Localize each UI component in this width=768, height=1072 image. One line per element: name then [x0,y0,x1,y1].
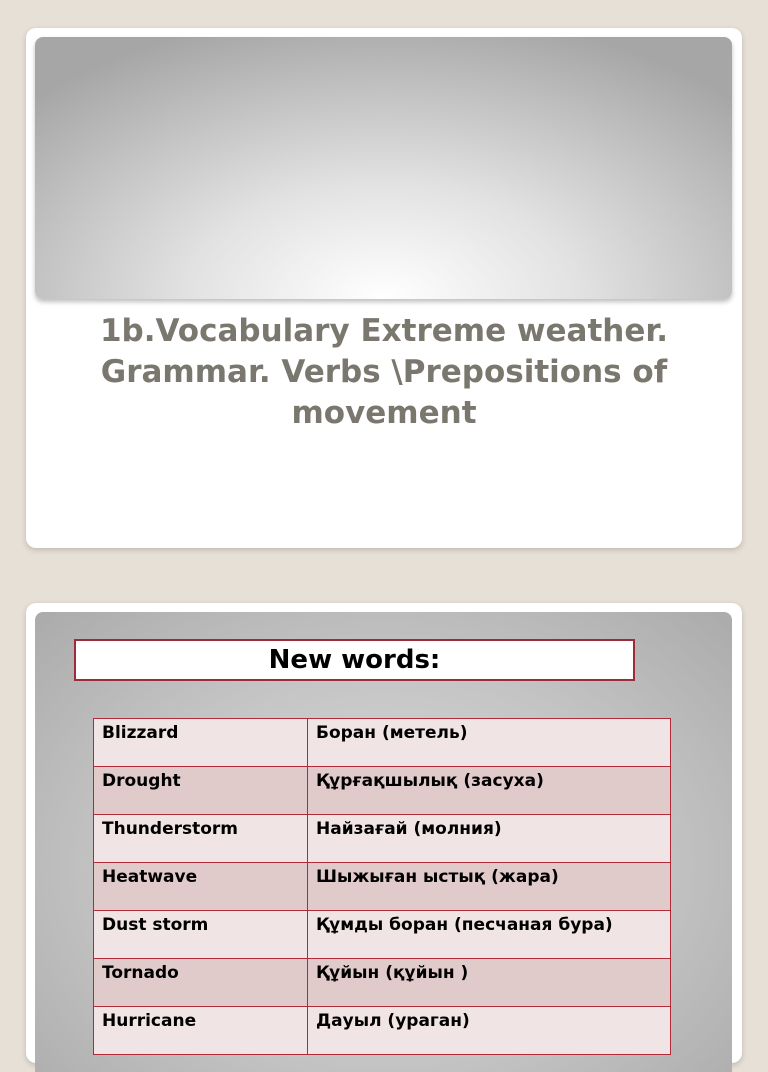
translation-cell: Дауыл (ураган) [308,1007,671,1055]
translation-cell: Боран (метель) [308,719,671,767]
english-word-cell: Blizzard [94,719,308,767]
slide-title: 1b.Vocabulary Extreme weather. Grammar. Verbs \Prepositions of movement [99,313,669,431]
english-word-cell: Hurricane [94,1007,308,1055]
translation-cell: Құрғақшылық (засуха) [308,767,671,815]
translation-cell: Шыжыған ыстық (жара) [308,863,671,911]
table-row [94,959,671,1007]
english-word-cell: Dust storm [94,911,308,959]
english-word-cell: Heatwave [94,863,308,911]
table-row [94,911,671,959]
new-words-heading: New words: [74,639,635,681]
title-banner [35,37,732,299]
table-row [94,719,671,767]
translation-cell: Құйын (құйын ) [308,959,671,1007]
table-row [94,1007,671,1055]
english-word-cell: Drought [94,767,308,815]
translation-cell: Найзағай (молния) [308,815,671,863]
vocabulary-panel [35,612,732,1072]
vocabulary-table [93,718,671,1055]
title-slide [26,28,742,548]
vocabulary-slide [26,603,742,1063]
table-row [94,815,671,863]
table-row [94,767,671,815]
english-word-cell: Tornado [94,959,308,1007]
english-word-cell: Thunderstorm [94,815,308,863]
translation-cell: Құмды боран (песчаная бура) [308,911,671,959]
table-row [94,863,671,911]
